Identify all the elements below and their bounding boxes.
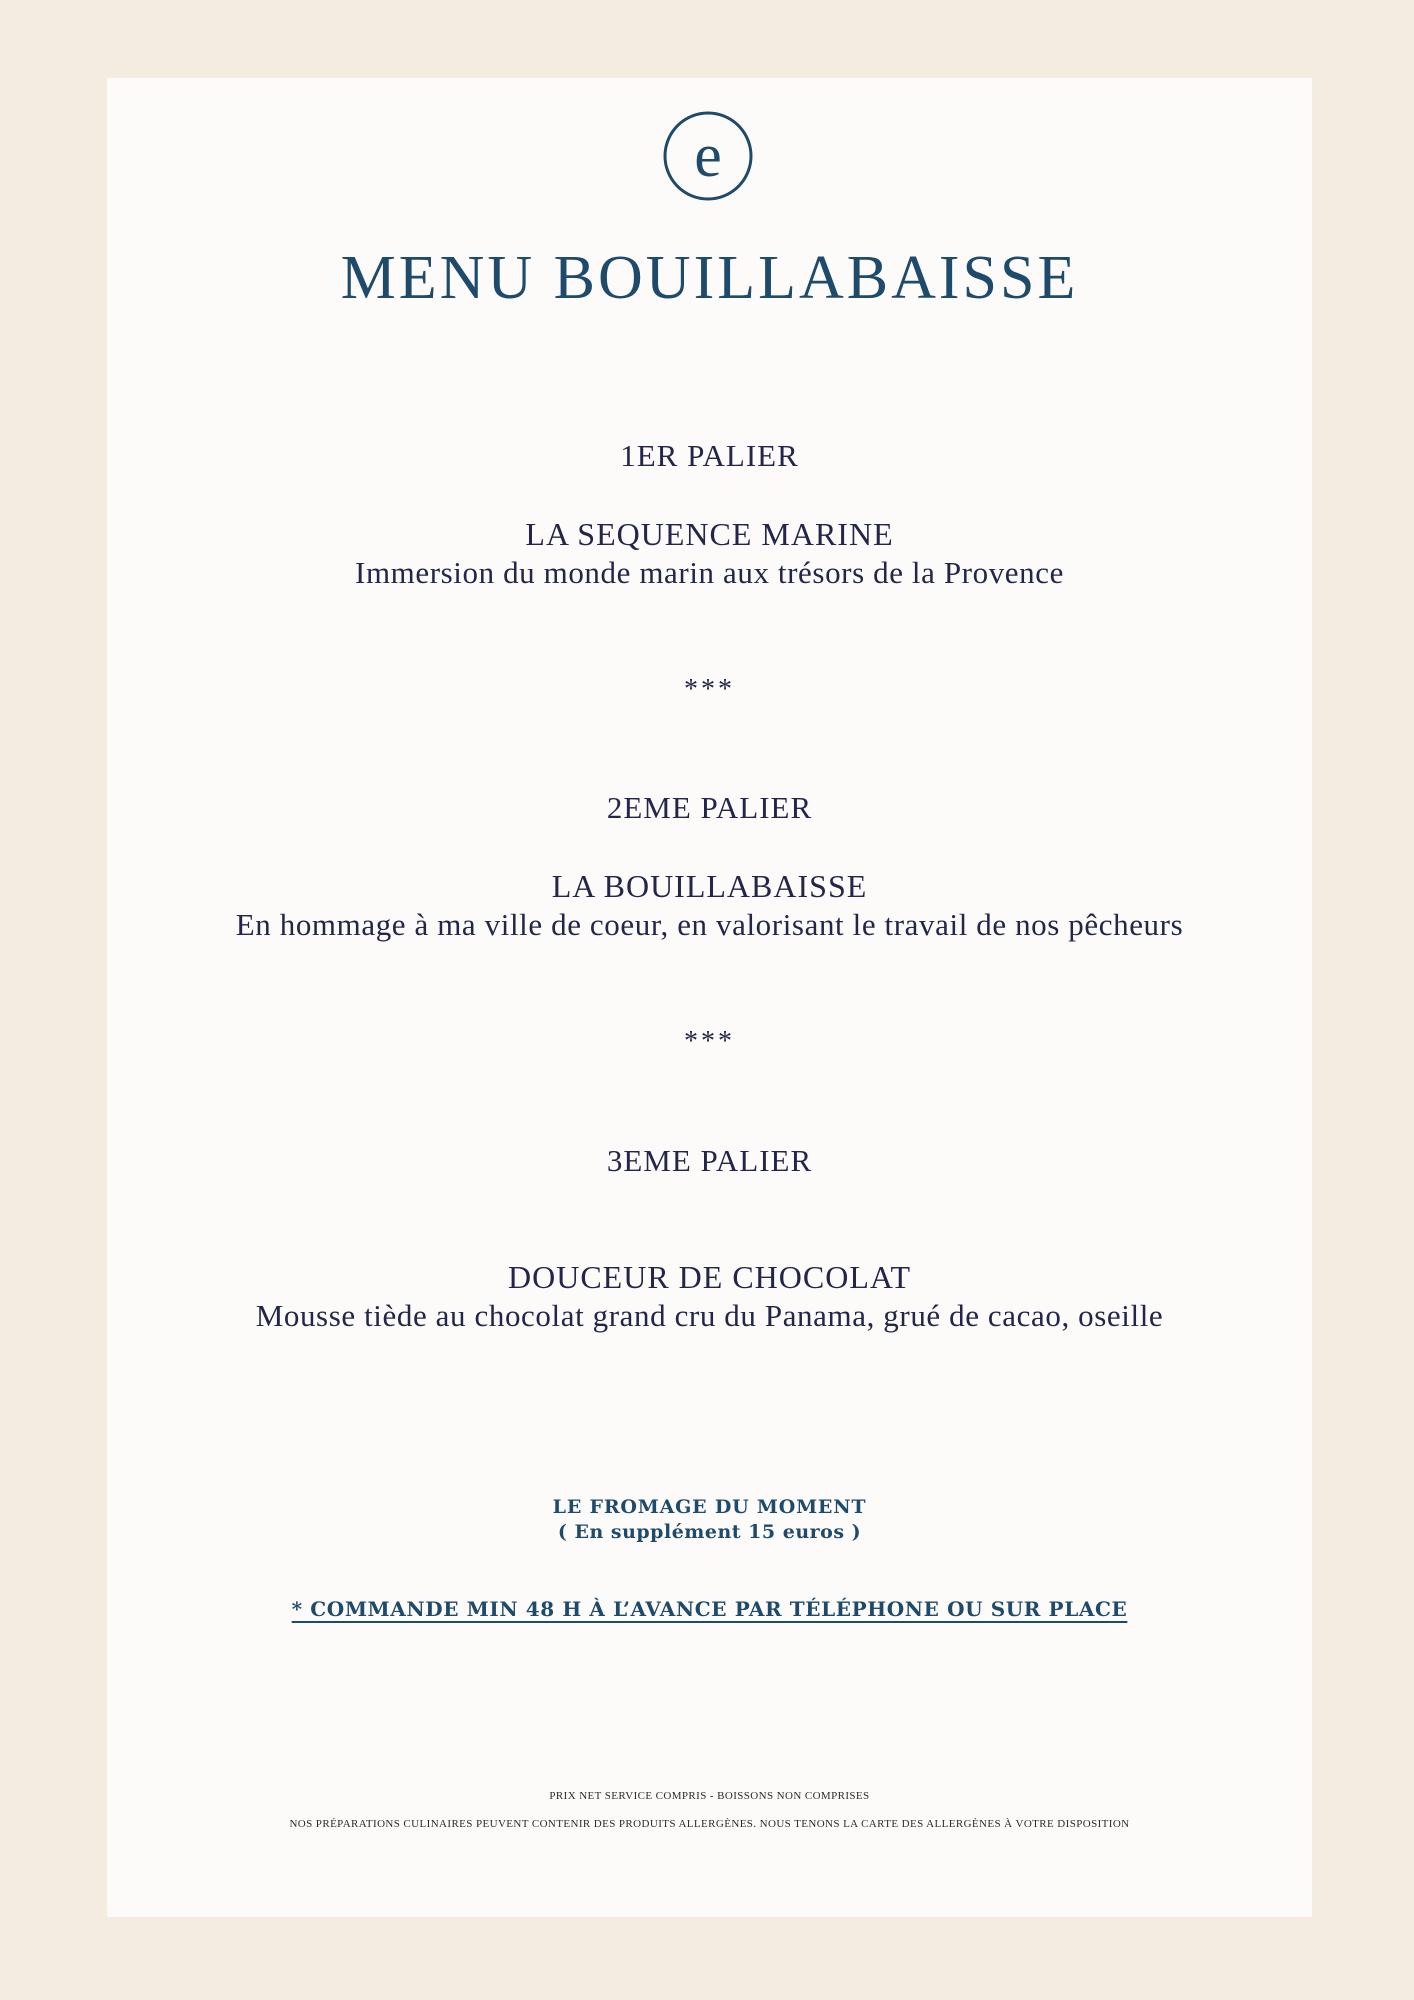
course-1-description: Immersion du monde marin aux trésors de la Provence [355,555,1064,590]
extra-price-note: ( En supplément 15 euros ) [557,1521,862,1543]
menu-title: MENU BOUILLABAISSE [340,244,1079,312]
course-1-label: 1ER PALIER [620,438,799,473]
extra-title: LE FROMAGE DU MOMENT [552,1496,867,1518]
course-2-description: En hommage à ma ville de coeur, en valorisant le travail de nos pêcheurs [235,907,1184,942]
course-2-name: LA BOUILLABAISSE [551,868,868,904]
separator-1: *** [684,674,735,705]
course-3-description: Mousse tiède au chocolat grand cru du Panama, grué de cacao, oseille [255,1298,1164,1333]
course-2-label: 2EME PALIER [606,790,813,825]
legal-line-1: PRIX NET SERVICE COMPRIS - BOISSONS NON COMPRISES [549,1790,870,1802]
course-3-name: DOUCEUR DE CHOCOLAT [508,1259,911,1295]
course-1-name: LA SEQUENCE MARINE [525,516,894,552]
brand-logo [662,110,754,202]
menu-sheet [107,78,1312,1917]
course-3-label: 3EME PALIER [606,1143,813,1178]
logo-letter: e [694,122,722,190]
order-notice: * COMMANDE MIN 48 H À L’AVANCE PAR TÉLÉPHONE OU SUR PLACE [291,1597,1128,1621]
separator-2: *** [684,1026,735,1057]
legal-line-2: NOS PRÉPARATIONS CULINAIRES PEUVENT CONTENIR DES PRODUITS ALLERGÈNES. NOUS TENONS LA CARTE DES ALLERGÈNES À VOTRE DISPOSITION [289,1818,1130,1830]
